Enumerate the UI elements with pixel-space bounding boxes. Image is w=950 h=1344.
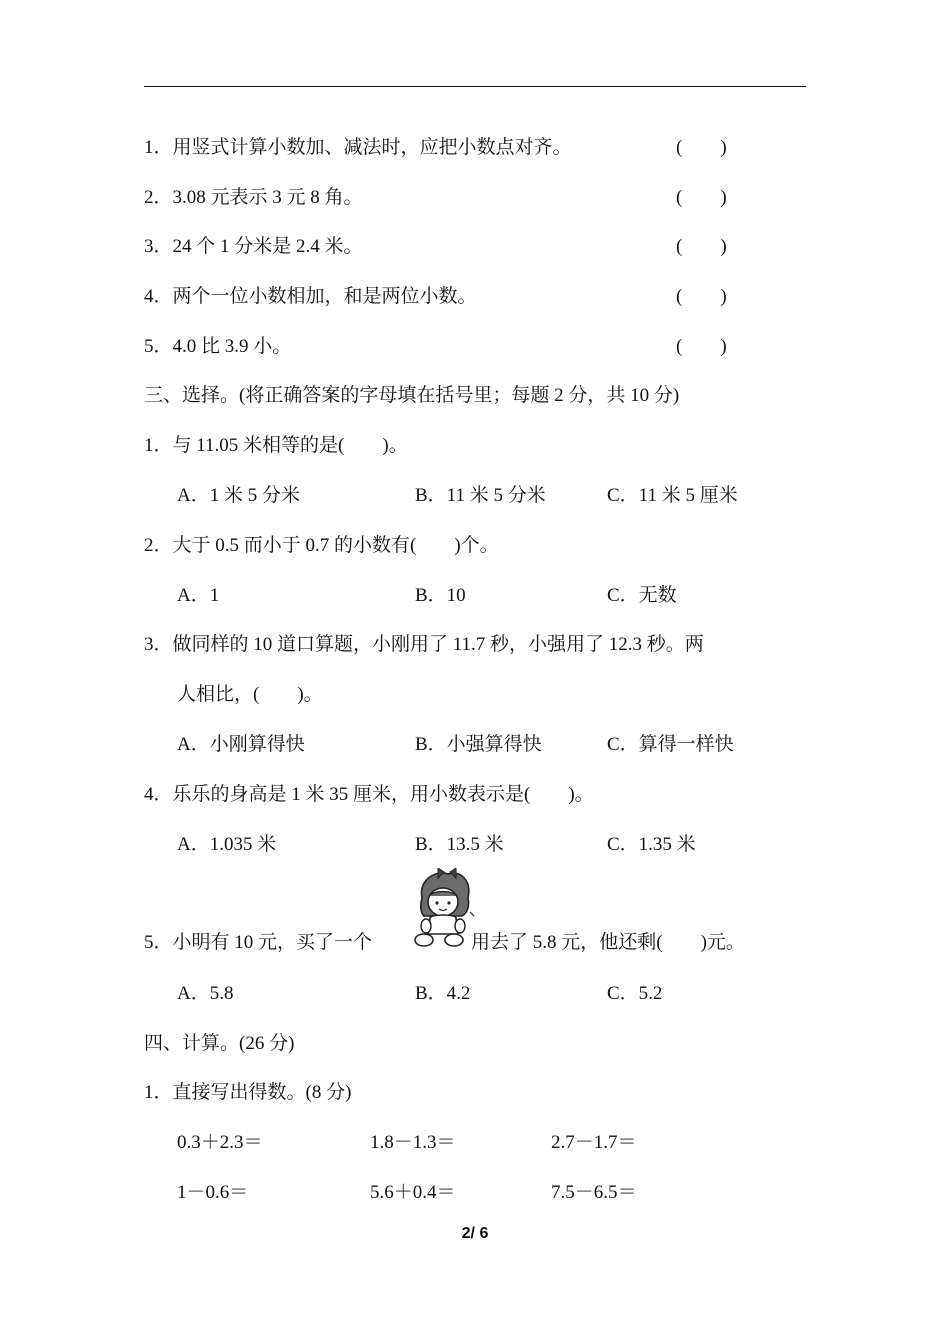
judge-item-3: 3．24 个 1 分米是 2.4 米。 — [144, 236, 363, 257]
choice-q3-option-a[interactable]: A．小刚算得快 — [177, 734, 305, 755]
choice-q5-option-b[interactable]: B．4.2 — [415, 983, 471, 1004]
calc-item[interactable]: 7.5－6.5＝ — [551, 1182, 637, 1203]
choice-q4-option-a[interactable]: A．1.035 米 — [177, 834, 277, 855]
choice-q3-line2: 人相比，( )。 — [177, 684, 323, 705]
choice-q5-option-a[interactable]: A．5.8 — [177, 983, 234, 1004]
judge-answer-1[interactable]: ( ) — [676, 137, 727, 158]
section3-title: 三、选择。(将正确答案的字母填在括号里；每题 2 分，共 10 分) — [144, 385, 680, 406]
choice-q1: 1．与 11.05 米相等的是( )。 — [144, 435, 408, 456]
choice-q2-option-a[interactable]: A．1 — [177, 585, 220, 606]
judge-answer-3[interactable]: ( ) — [676, 236, 727, 257]
choice-q1-option-a[interactable]: A．1 米 5 分米 — [177, 485, 300, 506]
choice-q3-line1: 3．做同样的 10 道口算题，小刚用了 11.7 秒，小强用了 12.3 秒。两 — [144, 634, 704, 655]
calc-item[interactable]: 5.6＋0.4＝ — [370, 1182, 456, 1203]
judge-answer-2[interactable]: ( ) — [676, 187, 727, 208]
judge-answer-5[interactable]: ( ) — [676, 336, 727, 357]
calc-q1: 1．直接写出得数。(8 分) — [144, 1082, 352, 1103]
choice-q5-before: 5．小明有 10 元，买了一个 — [144, 932, 373, 953]
header-rule — [144, 86, 806, 87]
calc-item[interactable]: 1.8－1.3＝ — [370, 1132, 456, 1153]
judge-item-2: 2．3.08 元表示 3 元 8 角。 — [144, 187, 363, 208]
judge-answer-4[interactable]: ( ) — [676, 286, 727, 307]
page-number: 2/ 6 — [461, 1225, 489, 1242]
choice-q2-option-b[interactable]: B．10 — [415, 585, 466, 606]
choice-q5-option-c[interactable]: C．5.2 — [607, 983, 663, 1004]
choice-q4-option-c[interactable]: C．1.35 米 — [607, 834, 696, 855]
calc-item[interactable]: 2.7－1.7＝ — [551, 1132, 637, 1153]
choice-q2: 2．大于 0.5 而小于 0.7 的小数有( )个。 — [144, 535, 499, 556]
judge-item-1: 1．用竖式计算小数加、减法时，应把小数点对齐。 — [144, 137, 572, 158]
choice-q4: 4．乐乐的身高是 1 米 35 厘米，用小数表示是( )。 — [144, 784, 594, 805]
choice-q3-option-b[interactable]: B．小强算得快 — [415, 734, 542, 755]
doll-icon — [410, 868, 476, 952]
choice-q4-option-b[interactable]: B．13.5 米 — [415, 834, 504, 855]
choice-q1-option-c[interactable]: C．11 米 5 厘米 — [607, 485, 738, 506]
choice-q3-option-c[interactable]: C．算得一样快 — [607, 734, 734, 755]
judge-item-5: 5．4.0 比 3.9 小。 — [144, 336, 292, 357]
choice-q5-after: 用去了 5.8 元，他还剩( )元。 — [471, 932, 745, 953]
choice-q1-option-b[interactable]: B．11 米 5 分米 — [415, 485, 546, 506]
calc-item[interactable]: 1－0.6＝ — [177, 1182, 249, 1203]
choice-q2-option-c[interactable]: C．无数 — [607, 585, 677, 606]
judge-item-4: 4．两个一位小数相加，和是两位小数。 — [144, 286, 477, 307]
calc-item[interactable]: 0.3＋2.3＝ — [177, 1132, 263, 1153]
section4-title: 四、计算。(26 分) — [144, 1033, 295, 1054]
